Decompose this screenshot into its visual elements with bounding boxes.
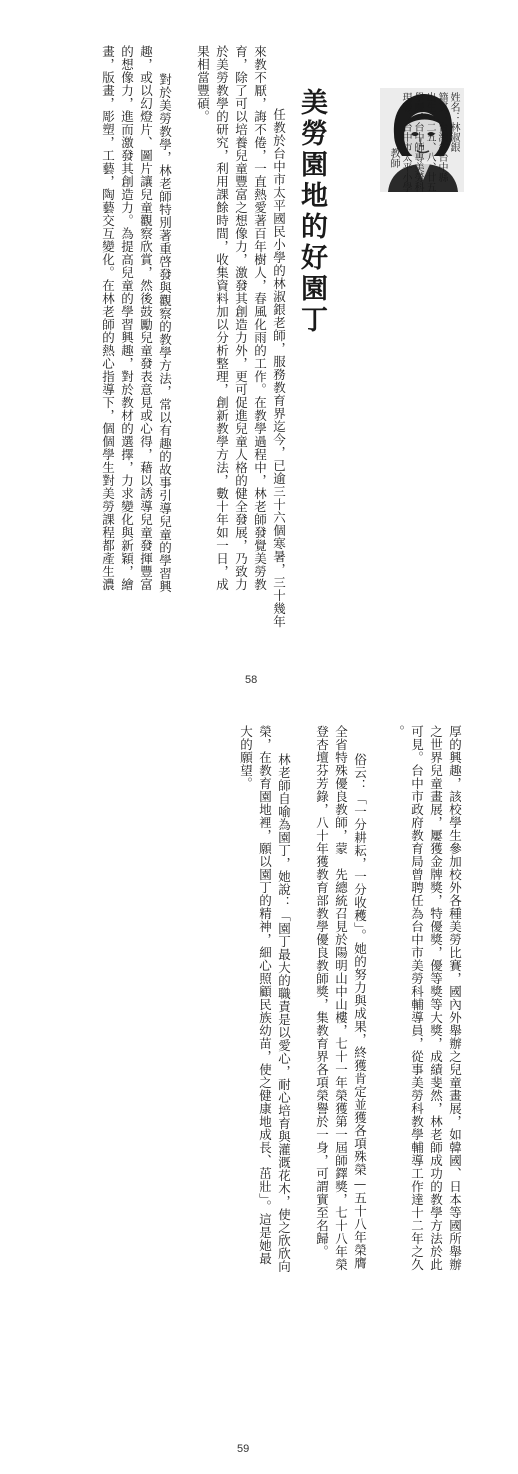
body-column: 育，除了可以培養兒童豐富之想像力，激發其創造力外，更可促進兒童人格的健全發展，乃致力 (233, 45, 249, 591)
body-column: 大的願望。 (238, 725, 254, 790)
body-column: 果相當豐碩。 (195, 45, 211, 123)
body-column: 任教於台中市太平國民小學的林淑銀老師，服務教育界迄今，已逾三十六個寒暑，三十幾年 (271, 108, 287, 628)
body-column: 的想像力，進而激發其創造力。為提高兒童的學習興趣，對於教材的選擇，力求變化與新穎，繪 (119, 45, 135, 591)
body-column: 俗云：「一分耕耘，一分收穫」。她的努力與成果，終獲肯定並獲各項殊榮—五十八年榮膺 (352, 753, 368, 1270)
body-column: 趣，或以幻燈片、圖片讓兒童觀察欣賞，然後鼓勵兒童發表意見或心得，藉以誘導兒童發揮豐富 (138, 45, 154, 591)
page-59 (0, 700, 518, 1474)
info-position: 現職：台中市太平小學 (400, 92, 411, 192)
body-column: 榮，在教育園地裡，願以園丁的精神，細心照顧民族幼苗，使之健康地成長、茁壯」。這是她最 (257, 725, 273, 1265)
page-58 (0, 0, 518, 700)
info-birth: 出生：二五、八、廿五 (424, 92, 435, 192)
body-column: 之世界兒童畫展，屢獲金牌獎，特優獎，優等獎等大獎，成績斐然，林老師成功的教學方法於此 (428, 725, 444, 1271)
info-native-place: 籍貫：台灣省台中縣 (436, 92, 447, 182)
body-column: 。 (390, 725, 406, 738)
article-title: 美勞園地的好園丁 (296, 88, 327, 336)
body-column: 畫，版畫，彫塑，工藝，陶藝交互變化。在林老師的熱心指導下，個個學生對美勞課程都產生濃 (100, 45, 116, 591)
info-education: 學歷：台中師專美勞科 (412, 92, 423, 192)
body-column: 厚的興趣，該校學生參加校外各種美勞比賽，國內外舉辦之兒童畫展，如韓國、日本等國所舉辦 (447, 725, 463, 1271)
body-column: 登杏壇芬芳錄，八十年獲教育部教學優良教師獎，集教育界各項榮譽於一身，可謂實至名歸。 (314, 725, 330, 1258)
page-number: 59 (237, 1443, 250, 1455)
page-number: 58 (245, 674, 258, 686)
body-column: 來教不厭，誨不倦，一直熱愛著百年樹人，春風化雨的工作。在教學過程中，林老師發覺美勞教 (252, 45, 268, 591)
body-column: 林老師自喻為園丁，她說：「園丁最大的職責是以愛心，耐心培育與灌溉花木，使之欣欣向 (276, 753, 292, 1273)
body-column: 對於美勞教學，林老師特別著重啓發與觀察的教學方法，常以有趣的故事引導兒童的學習興 (157, 73, 173, 593)
info-name: 姓名：林淑銀 (448, 92, 459, 152)
body-column: 可見。台中市政府教育局曾聘任為台中市美勞科輔導員，從事美勞科教學輔導工作達十二年之久 (409, 725, 425, 1271)
info-position-cont: 教師 (388, 148, 399, 168)
body-column: 於美勞教學的研究，利用課餘時間，收集資料加以分析整理，創新教學方法，數十年如一日，成 (214, 45, 230, 591)
body-column: 全省特殊優良教師，蒙 先總統召見於陽明山中山樓，七十一年榮獲第一屆師鐸獎，七十八年榮 (333, 725, 349, 1271)
